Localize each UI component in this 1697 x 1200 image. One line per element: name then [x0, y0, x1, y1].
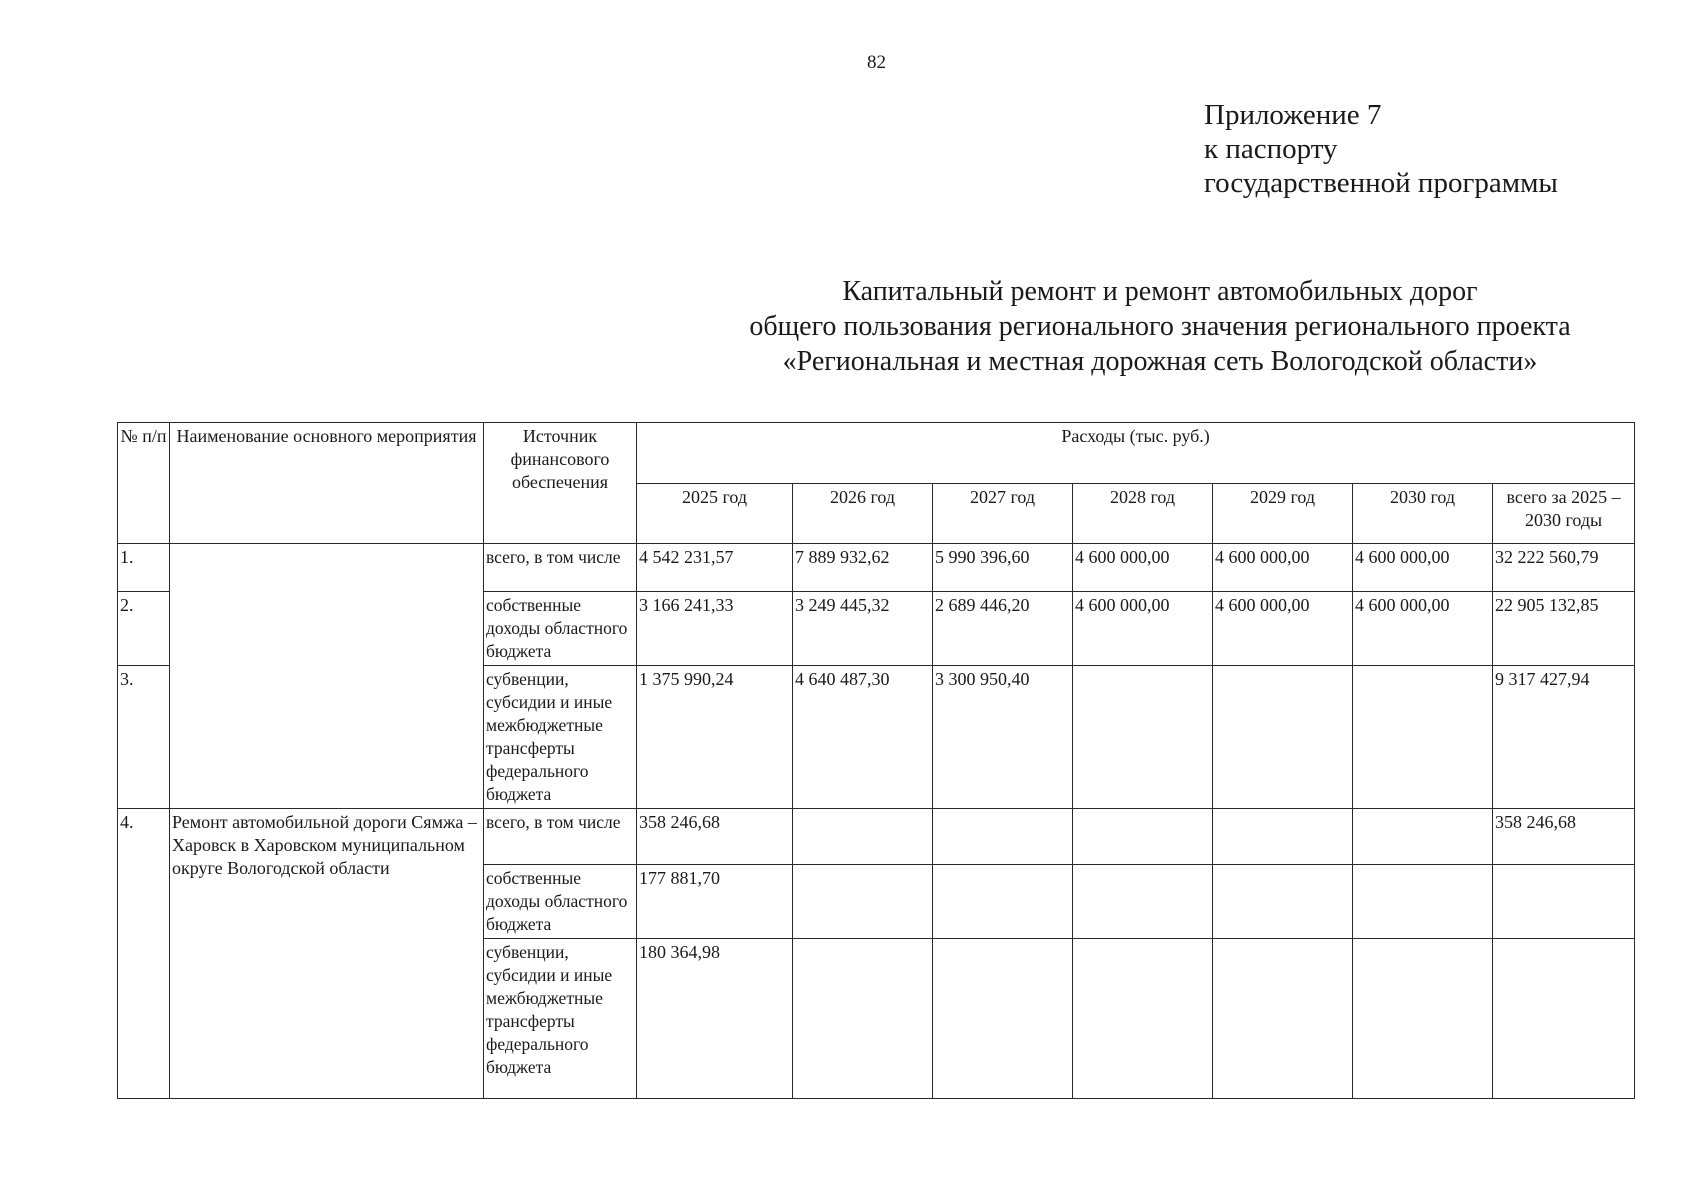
- header-year: 2028 год: [1073, 484, 1213, 544]
- appendix-heading: [1204, 98, 1558, 200]
- appendix-line: к паспорту: [1204, 133, 1338, 165]
- cell-value: 5 990 396,60: [933, 544, 1073, 592]
- cell-value: [793, 939, 933, 1099]
- title-line: общего пользования регионального значения регионального проекта: [749, 311, 1571, 342]
- cell-value: 3 300 950,40: [933, 666, 1073, 809]
- cell-value: 4 600 000,00: [1213, 592, 1353, 666]
- cell-value: [1353, 666, 1493, 809]
- row-source: собственные доходы областного бюджета: [484, 592, 637, 666]
- row-num: 4.: [118, 809, 170, 1099]
- cell-value: 4 600 000,00: [1353, 544, 1493, 592]
- cell-value: 3 249 445,32: [793, 592, 933, 666]
- cell-value: [1213, 809, 1353, 865]
- row-source: субвенции, субсидии и иные межбюджетные трансферты федерального бюджета: [484, 939, 637, 1099]
- header-name: Наименование основного мероприятия: [170, 423, 484, 544]
- cell-value: 177 881,70: [637, 865, 793, 939]
- cell-value: [1073, 809, 1213, 865]
- cell-value: [793, 865, 933, 939]
- cell-value: 4 600 000,00: [1353, 592, 1493, 666]
- cell-value: 4 542 231,57: [637, 544, 793, 592]
- header-year: 2029 год: [1213, 484, 1353, 544]
- budget-table: [117, 422, 1635, 1099]
- row-name: Ремонт автомобильной дороги Сямжа – Харовск в Харовском муниципальном округе Вологодской области: [170, 809, 484, 1099]
- header-year: 2025 год: [637, 484, 793, 544]
- cell-value: 4 640 487,30: [793, 666, 933, 809]
- header-year: 2027 год: [933, 484, 1073, 544]
- cell-value: 358 246,68: [637, 809, 793, 865]
- row-name-empty: [170, 544, 484, 809]
- cell-total: 22 905 132,85: [1493, 592, 1635, 666]
- cell-value: [933, 939, 1073, 1099]
- cell-value: 3 166 241,33: [637, 592, 793, 666]
- cell-value: 4 600 000,00: [1073, 544, 1213, 592]
- row-source: собственные доходы областного бюджета: [484, 865, 637, 939]
- cell-value: [1073, 939, 1213, 1099]
- cell-value: 4 600 000,00: [1073, 592, 1213, 666]
- header-year: 2026 год: [793, 484, 933, 544]
- header-expenses: Расходы (тыс. руб.): [637, 423, 1635, 484]
- cell-value: [1213, 939, 1353, 1099]
- title-line: «Региональная и местная дорожная сеть Вологодской области»: [782, 346, 1538, 377]
- table-row: [118, 544, 1635, 592]
- header-year: 2030 год: [1353, 484, 1493, 544]
- row-num: 2.: [118, 592, 170, 666]
- cell-value: [933, 809, 1073, 865]
- cell-value: [1353, 939, 1493, 1099]
- cell-total: 32 222 560,79: [1493, 544, 1635, 592]
- cell-value: 4 600 000,00: [1213, 544, 1353, 592]
- appendix-line: государственной программы: [1204, 167, 1558, 199]
- cell-total: [1493, 939, 1635, 1099]
- header-total: всего за 2025 – 2030 годы: [1493, 484, 1635, 544]
- cell-total: [1493, 865, 1635, 939]
- page-number: 82: [867, 52, 886, 73]
- row-num: 3.: [118, 666, 170, 809]
- header-source: Источник финансового обеспечения: [484, 423, 637, 544]
- cell-value: 1 375 990,24: [637, 666, 793, 809]
- cell-value: [1213, 865, 1353, 939]
- cell-value: [1353, 809, 1493, 865]
- row-source: всего, в том числе: [484, 809, 637, 865]
- table-row: [118, 809, 1635, 865]
- header-num: № п/п: [118, 423, 170, 544]
- cell-value: [1353, 865, 1493, 939]
- row-source: субвенции, субсидии и иные межбюджетные трансферты федерального бюджета: [484, 666, 637, 809]
- cell-total: 9 317 427,94: [1493, 666, 1635, 809]
- cell-value: [793, 809, 933, 865]
- cell-value: [1073, 666, 1213, 809]
- cell-value: 180 364,98: [637, 939, 793, 1099]
- cell-value: [1073, 865, 1213, 939]
- row-num: 1.: [118, 544, 170, 592]
- title-line: Капитальный ремонт и ремонт автомобильных дорог: [842, 276, 1478, 307]
- document-title: [440, 274, 1697, 379]
- cell-value: [933, 865, 1073, 939]
- cell-value: [1213, 666, 1353, 809]
- cell-value: 2 689 446,20: [933, 592, 1073, 666]
- row-source: всего, в том числе: [484, 544, 637, 592]
- appendix-line: Приложение 7: [1204, 99, 1382, 131]
- cell-value: 7 889 932,62: [793, 544, 933, 592]
- cell-total: 358 246,68: [1493, 809, 1635, 865]
- header-row: [118, 423, 1635, 484]
